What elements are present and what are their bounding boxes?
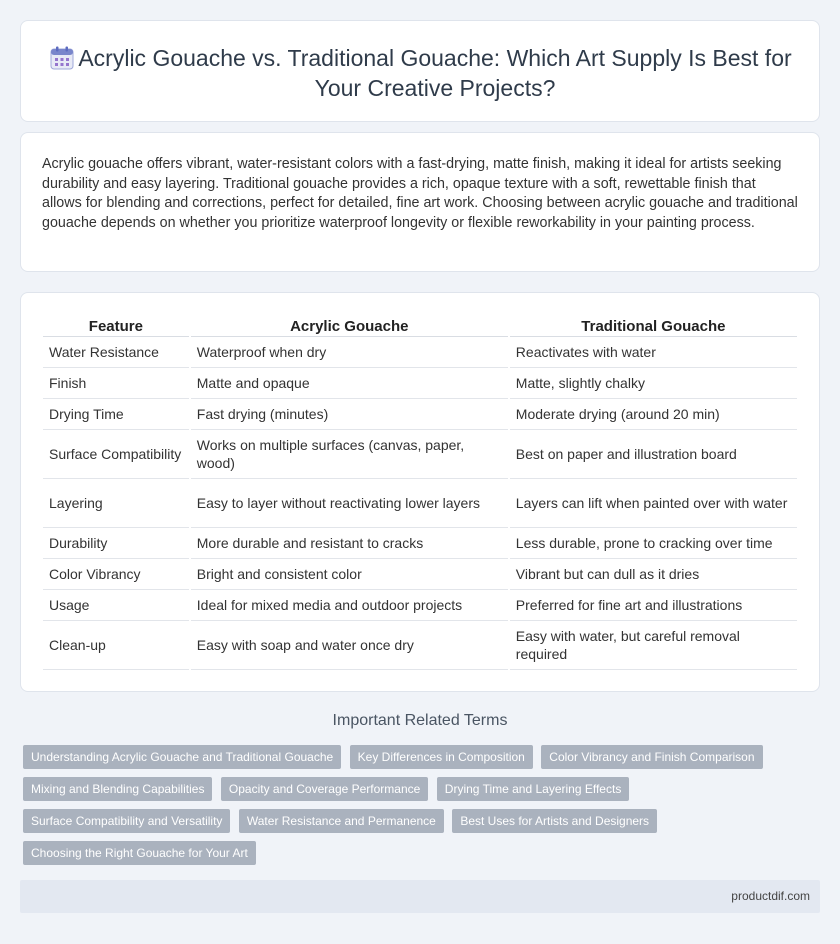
acrylic-cell: More durable and resistant to cracks — [191, 528, 508, 559]
related-term-tag[interactable]: Opacity and Coverage Performance — [221, 777, 428, 801]
table-row — [43, 368, 797, 399]
traditional-cell: Less durable, prone to cracking over time — [510, 528, 797, 559]
footer-site-link[interactable]: productdif.com — [731, 889, 810, 903]
intro-card — [20, 132, 820, 272]
acrylic-cell: Waterproof when dry — [191, 337, 508, 368]
feature-cell: Surface Compatibility — [43, 430, 189, 479]
acrylic-cell: Easy with soap and water once dry — [191, 621, 508, 670]
feature-cell: Drying Time — [43, 399, 189, 430]
acrylic-cell: Easy to layer without reactivating lower layers — [191, 479, 508, 528]
traditional-cell: Vibrant but can dull as it dries — [510, 559, 797, 590]
feature-cell: Water Resistance — [43, 337, 189, 368]
header-traditional: Traditional Gouache — [510, 315, 797, 337]
related-terms-list — [23, 745, 783, 873]
related-term-tag[interactable]: Surface Compatibility and Versatility — [23, 809, 230, 833]
related-term-tag[interactable]: Best Uses for Artists and Designers — [452, 809, 657, 833]
traditional-cell: Layers can lift when painted over with water — [510, 479, 797, 528]
page-title: Acrylic Gouache vs. Traditional Gouache: Which Art Supply Is Best for Your Creative Projects? — [78, 45, 792, 101]
acrylic-cell: Fast drying (minutes) — [191, 399, 508, 430]
related-term-tag[interactable]: Choosing the Right Gouache for Your Art — [23, 841, 256, 865]
traditional-cell: Matte, slightly chalky — [510, 368, 797, 399]
table-row — [43, 430, 797, 479]
table-row — [43, 621, 797, 670]
title-card — [20, 20, 820, 122]
traditional-cell: Best on paper and illustration board — [510, 430, 797, 479]
feature-cell: Usage — [43, 590, 189, 621]
traditional-cell: Easy with water, but careful removal required — [510, 621, 797, 670]
table-header-row — [43, 315, 797, 337]
acrylic-cell: Matte and opaque — [191, 368, 508, 399]
related-term-tag[interactable]: Water Resistance and Permanence — [239, 809, 444, 833]
feature-cell: Durability — [43, 528, 189, 559]
table-row — [43, 479, 797, 528]
feature-cell: Layering — [43, 479, 189, 528]
related-term-tag[interactable]: Drying Time and Layering Effects — [437, 777, 630, 801]
comparison-table-card — [20, 292, 820, 692]
traditional-cell: Preferred for fine art and illustrations — [510, 590, 797, 621]
feature-cell: Clean-up — [43, 621, 189, 670]
footer — [20, 880, 820, 913]
table-row — [43, 399, 797, 430]
related-term-tag[interactable]: Mixing and Blending Capabilities — [23, 777, 212, 801]
intro-paragraph: Acrylic gouache offers vibrant, water-resistant colors with a fast-drying, matte finish, making it ideal for artists seeking durability and easy layering. Traditional gouache provides a rich, opaque texture with a soft, rewettable finish that allows for blending and corrections, perfect for detailed, fine art work. Choosing between acrylic gouache and traditional gouache depends on whether you prioritize waterproof longevity or flexible reworkability in your painting process. — [42, 156, 798, 231]
related-terms-title: Important Related Terms — [332, 712, 508, 729]
related-term-tag[interactable]: Understanding Acrylic Gouache and Traditional Gouache — [23, 745, 341, 769]
feature-cell: Color Vibrancy — [43, 559, 189, 590]
related-term-tag[interactable]: Key Differences in Composition — [350, 745, 533, 769]
related-term-tag[interactable]: Color Vibrancy and Finish Comparison — [541, 745, 762, 769]
acrylic-cell: Bright and consistent color — [191, 559, 508, 590]
header-feature: Feature — [43, 315, 189, 337]
traditional-cell: Reactivates with water — [510, 337, 797, 368]
table-row — [43, 337, 797, 368]
header-acrylic: Acrylic Gouache — [191, 315, 508, 337]
feature-cell: Finish — [43, 368, 189, 399]
traditional-cell: Moderate drying (around 20 min) — [510, 399, 797, 430]
comparison-table — [41, 315, 799, 670]
acrylic-cell: Works on multiple surfaces (canvas, paper, wood) — [191, 430, 508, 479]
acrylic-cell: Ideal for mixed media and outdoor projects — [191, 590, 508, 621]
table-row — [43, 590, 797, 621]
table-row — [43, 528, 797, 559]
table-row — [43, 559, 797, 590]
